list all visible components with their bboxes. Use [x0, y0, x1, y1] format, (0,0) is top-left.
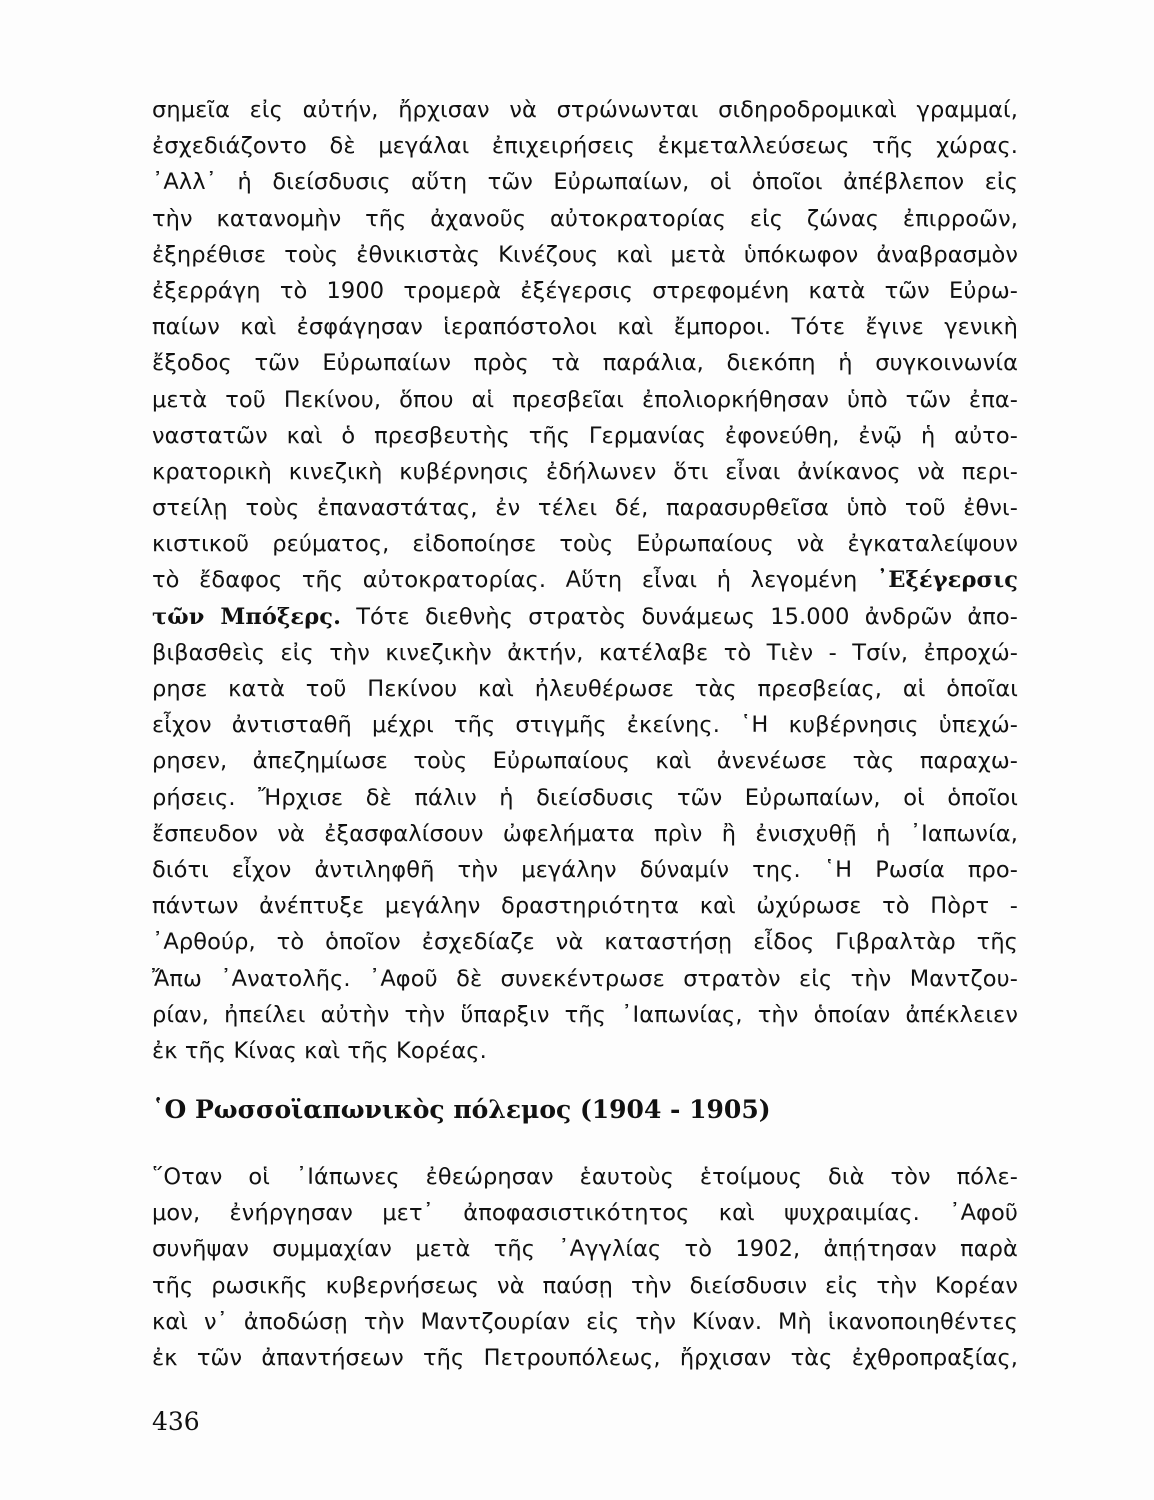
section-heading: ῾Ο Ρωσσοϊαπωνικὸς πόλεμος (1904 - 1905)	[152, 1095, 771, 1124]
page-number: 436	[152, 1407, 200, 1436]
text-line: ῞Οταν οἱ ᾿Ιάπωνες ἐθεώρησαν ἑαυτοὺς ἑτοίμους διὰ τὸν πόλε-	[152, 1164, 1018, 1190]
text-line: τὴν κατανομὴν τῆς ἀχανοῦς αὐτοκρατορίας εἰς ζώνας ἐπιρροῶν,	[152, 205, 1018, 232]
text-line: ᾿Αρθούρ, τὸ ὁποῖον ἐσχεδίαζε νὰ καταστήσῃ εἶδος Γιβραλτὰρ τῆς	[152, 929, 1018, 956]
text-line: τῆς ρωσικῆς κυβερνήσεως νὰ παύσῃ τὴν διείσδυσιν εἰς τὴν Κορέαν	[152, 1272, 1018, 1299]
emphasized-term: ᾿Εξέγερσις	[876, 567, 1018, 594]
text-line: παίων καὶ ἐσφάγησαν ἱεραπόστολοι καὶ ἔμποροι. Τότε ἔγινε γενικὴ	[152, 314, 1018, 341]
text-segment: τὸ ἔδαφος τῆς αὐτοκρατορίας. Αὕτη εἶναι ἡ λεγομένη	[152, 567, 858, 594]
text-line: ἔσπευδον νὰ ἐξασφαλίσουν ὠφελήματα πρὶν ἢ ἐνισχυθῇ ἡ ᾿Ιαπωνία,	[152, 820, 1018, 847]
text-line: ᾿Αλλ᾿ ἡ διείσδυσις αὕτη τῶν Εὐρωπαίων, οἱ ὁποῖοι ἀπέβλεπον εἰς	[152, 169, 1018, 196]
text-line: ἔξοδος τῶν Εὐρωπαίων πρὸς τὰ παράλια, διεκόπη ἡ συγκοινωνία	[152, 350, 1018, 377]
text-line: ρησεν, ἀπεζημίωσε τοὺς Εὐρωπαίους καὶ ἀνενέωσε τὰς παραχω-	[152, 748, 1018, 775]
text-line: συνῆψαν συμμαχίαν μετὰ τῆς ᾿Αγγλίας τὸ 1902, ἀπῄτησαν παρὰ	[152, 1236, 1018, 1263]
paragraph-russo-japanese-war	[152, 1159, 1018, 1376]
text-line: κιστικοῦ ρεύματος, εἰδοποίησε τοὺς Εὐρωπαίους νὰ ἐγκαταλείψουν	[152, 531, 1018, 558]
text-line: διότι εἶχον ἀντιληφθῆ τὴν μεγάλην δύναμίν της. ῾Η Ρωσία προ-	[152, 856, 1018, 883]
text-line: βιβασθεὶς εἰς τὴν κινεζικὴν ἀκτήν, κατέλαβε τὸ Τιὲν - Τσίν, ἐπροχώ-	[152, 639, 1018, 666]
text-line: σημεῖα εἰς αὐτήν, ἤρχισαν νὰ στρώνωνται σιδηροδρομικαὶ γραμμαί,	[152, 97, 1018, 123]
text-line: ναστατῶν καὶ ὁ πρεσβευτὴς τῆς Γερμανίας ἐφονεύθη, ἐνῷ ἡ αὐτο-	[152, 422, 1018, 449]
text-segment: Τότε διεθνὴς στρατὸς δυνάμεως 15.000 ἀνδρῶν ἀπο-	[356, 603, 1018, 630]
text-line: ρησε κατὰ τοῦ Πεκίνου καὶ ἠλευθέρωσε τὰς πρεσβείας, αἱ ὁποῖαι	[152, 676, 1018, 702]
text-line: κρατορικὴ κινεζικὴ κυβέρνησις ἐδήλωνεν ὅτι εἶναι ἀνίκανος νὰ περι-	[152, 458, 1018, 485]
text-line: ἐσχεδιάζοντο δὲ μεγάλαι ἐπιχειρήσεις ἐκμεταλλεύσεως τῆς χώρας.	[152, 133, 1018, 160]
text-line: ρίαν, ἠπείλει αὐτὴν τὴν ὕπαρξιν τῆς ᾿Ιαπωνίας, τὴν ὁποίαν ἀπέκλειεν	[152, 1001, 1018, 1028]
text-line: καὶ ν᾿ ἀποδώσῃ τὴν Μαντζουρίαν εἰς τὴν Κίναν. Μὴ ἱκανοποιηθέντες	[152, 1308, 1018, 1335]
text-line: ἐκ τῆς Κίνας καὶ τῆς Κορέας.	[152, 1037, 487, 1064]
text-line: εἶχον ἀντισταθῆ μέχρι τῆς στιγμῆς ἐκείνης. ῾Η κυβέρνησις ὑπεχώ-	[152, 712, 1018, 739]
text-line: ἐξερράγη τὸ 1900 τρομερὰ ἐξέγερσις στρεφομένη κατὰ τῶν Εὐρω-	[152, 277, 1018, 304]
text-line: στείλῃ τοὺς ἐπαναστάτας, ἐν τέλει δέ, παρασυρθεῖσα ὑπὸ τοῦ ἐθνι-	[152, 495, 1018, 522]
emphasized-term: τῶν Μπόξερς.	[152, 603, 342, 630]
paragraph-boxer-rebellion	[152, 92, 1018, 1069]
text-line: ἐξηρέθισε τοὺς ἐθνικιστὰς Κινέζους καὶ μετὰ ὑπόκωφον ἀναβρασμὸν	[152, 241, 1018, 268]
text-line: Ἄπω ᾿Ανατολῆς. ᾿Αφοῦ δὲ συνεκέντρωσε στρατὸν εἰς τὴν Μαντζου-	[152, 965, 1018, 992]
text-line: πάντων ἀνέπτυξε μεγάλην δραστηριότητα καὶ ὠχύρωσε τὸ Πὸρτ -	[152, 893, 1018, 920]
text-line-with-term	[152, 562, 1018, 598]
text-line: μετὰ τοῦ Πεκίνου, ὅπου αἱ πρεσβεῖαι ἐπολιορκήθησαν ὑπὸ τῶν ἐπα-	[152, 386, 1018, 413]
text-line: μον, ἐνήργησαν μετ᾿ ἀποφασιστικότητος καὶ ψυχραιμίας. ᾿Αφοῦ	[152, 1200, 1018, 1227]
text-line: ἐκ τῶν ἀπαντήσεων τῆς Πετρουπόλεως, ἤρχισαν τὰς ἐχθροπραξίας,	[152, 1344, 1018, 1371]
text-line-with-term	[152, 599, 1018, 635]
text-line: ρήσεις. Ἤρχισε δὲ πάλιν ἡ διείσδυσις τῶν Εὐρωπαίων, οἱ ὁποῖοι	[152, 784, 1018, 811]
